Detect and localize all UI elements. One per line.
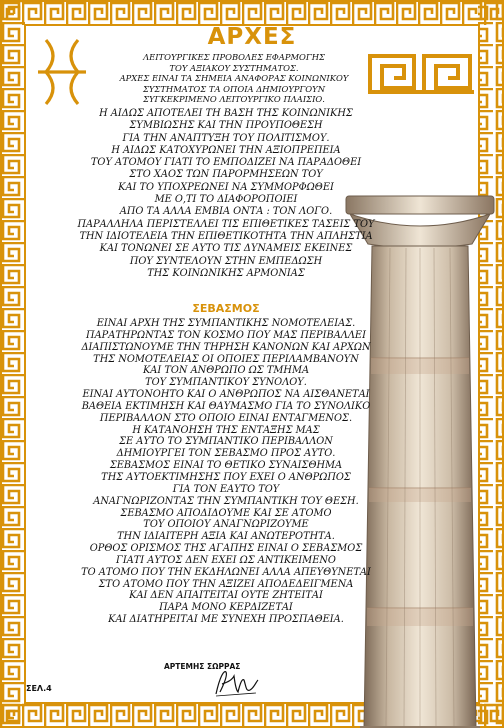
page-subtitle: ΛΕΙΤΟΥΡΓΙΚΕΣ ΠΡΟΒΟΛΕΣ ΕΦΑΡΜΟΓΗΣ ΤΟΥ ΑΞΙΑΚΟΥ ΣΥΣΤΗΜΑΤΟΣ. ΑΡΧΕΣ ΕΙΝΑΙ ΤΑ ΣΗΜΕΙΑ ΑΝΑΦΟΡΑΣ ΚΟΙΝΩΝΙΚΟΥ ΣΥΣΤΗΜΑΤΟΣ ΤΑ ΟΠΟΙΑ ΔΗΜΙΟΥΡΓΟΥΝ ΣΥΓΚΕΚΡΙΜΕΝΟ ΛΕΙΤΟΥΡΓΙΚΟ ΠΛΑΙΣΙΟ. (119, 52, 349, 104)
section-title-sevasmos: ΣΕΒΑΣΜΟΣ (192, 302, 260, 315)
paragraph-aidos: Η ΑΙΔΩΣ ΑΠΟΤΕΛΕΙ ΤΗ ΒΑΣΗ ΤΗΣ ΚΟΙΝΩΝΙΚΗΣ ΣΥΜΒΙΩΣΗΣ ΚΑΙ ΤΗΝ ΠΡΟΥΠΟΘΕΣΗ ΓΙΑ ΤΗΝ ΑΝΑΠΤΥΞΗ ΤΟΥ ΠΟΛΙΤΙΣΜΟΥ. Η ΑΙΔΩΣ ΚΑΤΟΧΥΡΩΝΕΙ ΤΗΝ ΑΞΙΟΠΡΕΠΕΙΑ ΤΟΥ ΑΤΟΜΟΥ ΓΙΑΤΙ ΤΟ ΕΜΠΟΔΙΖΕΙ ΝΑ ΠΑΡΑΔΟΘΕΙ ΣΤΟ ΧΑΟΣ ΤΩΝ ΠΑΡΟΡΜΗΣΕΩΝ ΤΟΥ ΚΑΙ ΤΟ ΥΠΟΧΡΕΩΝΕΙ ΝΑ ΣΥΜΜΟΡΦΩΘΕΙ ΜΕ Ο,ΤΙ ΤΟ ΔΙΑΦΟΡΟΠΟΙΕΙ ΑΠΟ ΤΑ ΑΛΛΑ ΕΜΒΙΑ ΟΝΤΑ : ΤΟΝ ΛΟΓΟ. ΠΑΡΑΛΛΗΛΑ ΠΕΡΙΣΤΕΛΛΕΙ ΤΙΣ ΕΠΙΘΕΤΙΚΕΣ ΤΑΣΕΙΣ ΤΟΥ ΤΗΝ ΙΔΙΟΤΕΛΕΙΑ ΤΗΝ ΕΠΙΘΕΤΙΚΟΤΗΤΑ ΤΗΝ ΑΠΛΗΣΤΙΑ ΚΑΙ ΤΟΝΩΝΕΙ ΣΕ ΑΥΤΟ ΤΙΣ ΔΥΝΑΜΕΙΣ ΕΚΕΙΝΕΣ ΠΟΥ ΣΥΝΤΕΛΟΥΝ ΣΤΗΝ ΕΜΠΕΔΩΣΗ ΤΗΣ ΚΟΙΝΩΝΙΚΗΣ ΑΡΜΟΝΙΑΣ (77, 108, 375, 279)
page-title: ΑΡΧΕΣ (207, 24, 297, 50)
author-name: ΑΡΤΕΜΗΣ ΣΩΡΡΑΣ (164, 662, 241, 671)
page-number: ΣΕΛ.4 (26, 684, 52, 693)
handwritten-signature (212, 666, 260, 698)
content-area (26, 26, 478, 702)
paragraph-sevasmos: ΕΙΝΑΙ ΑΡΧΗ ΤΗΣ ΣΥΜΠΑΝΤΙΚΗΣ ΝΟΜΟΤΕΛΕΙΑΣ. ΠΑΡΑΤΗΡΩΝΤΑΣ ΤΟΝ ΚΟΣΜΟ ΠΟΥ ΜΑΣ ΠΕΡΙΒΑΛΛΕΙ ΔΙΑΠΙΣΤΩΝΟΥΜΕ ΤΗΝ ΤΗΡΗΣΗ ΚΑΝΟΝΩΝ ΚΑΙ ΑΡΧΩΝ ΤΗΣ ΝΟΜΟΤΕΛΕΙΑΣ ΟΙ ΟΠΟΙΕΣ ΠΕΡΙΛΑΜΒΑΝΟΥΝ ΚΑΙ ΤΟΝ ΑΝΘΡΩΠΟ ΩΣ ΤΜΗΜΑ ΤΟΥ ΣΥΜΠΑΝΤΙΚΟΥ ΣΥΝΟΛΟΥ. ΕΙΝΑΙ ΑΥΤΟΝΟΗΤΟ ΚΑΙ Ο ΑΝΘΡΩΠΟΣ ΝΑ ΑΙΣΘΑΝΕΤΑΙ ΒΑΘΕΙΑ ΕΚΤΙΜΗΣΗ ΚΑΙ ΘΑΥΜΑΣΜΟ ΓΙΑ ΤΟ ΣΥΝΟΛΙΚΟ ΠΕΡΙΒΑΛΛΟΝ ΣΤΟ ΟΠΟΙΟ ΕΙΝΑΙ ΕΝΤΑΓΜΕΝΟΣ. Η ΚΑΤΑΝΟΗΣΗ ΤΗΣ ΕΝΤΑΞΗΣ ΜΑΣ ΣΕ ΑΥΤΟ ΤΟ ΣΥΜΠΑΝΤΙΚΟ ΠΕΡΙΒΑΛΛΟΝ ΔΗΜΙΟΥΡΓΕΙ ΤΟΝ ΣΕΒΑΣΜΟ ΠΡΟΣ ΑΥΤΟ. ΣΕΒΑΣΜΟΣ ΕΙΝΑΙ ΤΟ ΘΕΤΙΚΟ ΣΥΝΑΙΣΘΗΜΑ ΤΗΣ ΑΥΤΟΕΚΤΙΜΗΣΗΣ ΠΟΥ ΕΧΕΙ Ο ΑΝΘΡΩΠΟΣ ΓΙΑ ΤΟΝ ΕΑΥΤΟ ΤΟΥ ΑΝΑΓΝΩΡΙΖΟΝΤΑΣ ΤΗΝ ΣΥΜΠΑΝΤΙΚΗ ΤΟΥ ΘΕΣΗ. ΣΕΒΑΣΜΟ ΑΠΟΔΙΔΟΥΜΕ ΚΑΙ ΣΕ ΑΤΟΜΟ ΤΟΥ ΟΠΟΙΟΥ ΑΝΑΓΝΩΡΙΖΟΥΜΕ ΤΗΝ ΙΔΙΑΙΤΕΡΗ ΑΞΙΑ ΚΑΙ ΑΝΩΤΕΡΟΤΗΤΑ. ΟΡΘΟΣ ΟΡΙΣΜΟΣ ΤΗΣ ΑΓΑΠΗΣ ΕΙΝΑΙ Ο ΣΕΒΑΣΜΟΣ ΓΙΑΤΙ ΑΥΤΟΣ ΔΕΝ ΕΧΕΙ ΩΣ ΑΝΤΙΚΕΙΜΕΝΟ ΤΟ ΑΤΟΜΟ ΠΟΥ ΤΗΝ ΕΚΔΗΛΩΝΕΙ ΑΛΛΑ ΑΠΕΥΘΥΝΕΤΑΙ ΣΤΟ ΑΤΟΜΟ ΠΟΥ ΤΗΝ ΑΞΙΖΕΙ ΑΠΟΔΕΔΕΙΓΜΕΝΑ ΚΑΙ ΔΕΝ ΑΠΑΙΤΕΙΤΑΙ ΟΥΤΕ ΖΗΤΕΙΤΑΙ ΠΑΡΑ ΜΟΝΟ ΚΕΡΔΙΖΕΤΑΙ ΚΑΙ ΔΙΑΤΗΡΕΙΤΑΙ ΜΕ ΣΥΝΕΧΗ ΠΡΟΣΠΑΘΕΙΑ. (81, 318, 371, 626)
greek-meander-icon (366, 52, 476, 94)
